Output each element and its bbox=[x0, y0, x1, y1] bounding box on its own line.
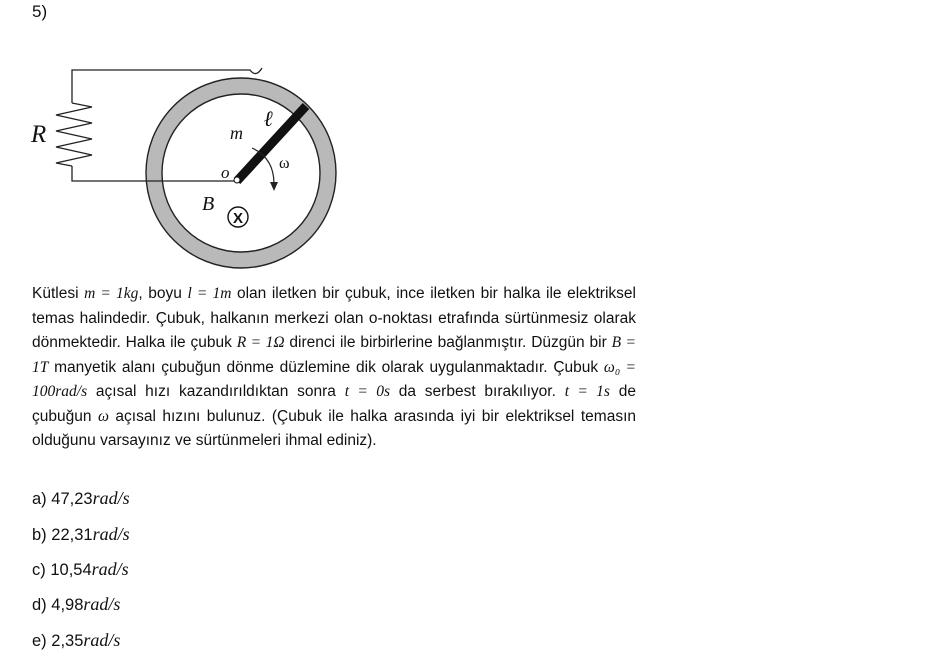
label-m: m bbox=[230, 123, 243, 143]
option-a[interactable]: a) 47,23rad/s bbox=[32, 488, 130, 508]
label-omega: ω bbox=[279, 155, 290, 172]
circuit-figure bbox=[0, 0, 925, 280]
field-symbol: X bbox=[232, 210, 244, 227]
option-c[interactable]: c) 10,54rad/s bbox=[32, 559, 129, 579]
pivot-point bbox=[234, 177, 240, 183]
option-e[interactable]: e) 2,35rad/s bbox=[32, 630, 121, 650]
option-b[interactable]: b) 22,31rad/s bbox=[32, 524, 130, 544]
label-l: ℓ bbox=[264, 106, 274, 131]
label-B: B bbox=[202, 193, 215, 215]
resistor-symbol bbox=[56, 103, 92, 166]
label-R: R bbox=[31, 121, 47, 148]
question-text: Kütlesi m = 1kg, boyu l = 1m olan iletken bir çubuk, ince iletken bir halka ile elektriksel temas halindedir. Çubuk, halkanın merkezi olan o-noktası etrafında sürtünmesiz olarak dönmektedir. Halka ile çubuk R = 1Ω direnci ile birbirlerine bağlanmıştır. Düzgün bir B = 1T manyetik alanı çubuğun dönme düzlemine dik olarak uygulanmaktadır. Çubuk ω₀ = 100rad/s açısal hızı kazandırıldıktan sonra t = 0s da serbest bırakılıyor. t = 1s de çubuğun ω açısal hızını bulunuz. (Çubuk ile halka arasında iyi bir elektriksel temasın olduğunu varsayınız ve sürtünmeleri ihmal ediniz). bbox=[32, 285, 636, 449]
label-o: o bbox=[221, 163, 230, 182]
question-number: 5) bbox=[32, 2, 48, 21]
option-d[interactable]: d) 4,98rad/s bbox=[32, 594, 121, 614]
